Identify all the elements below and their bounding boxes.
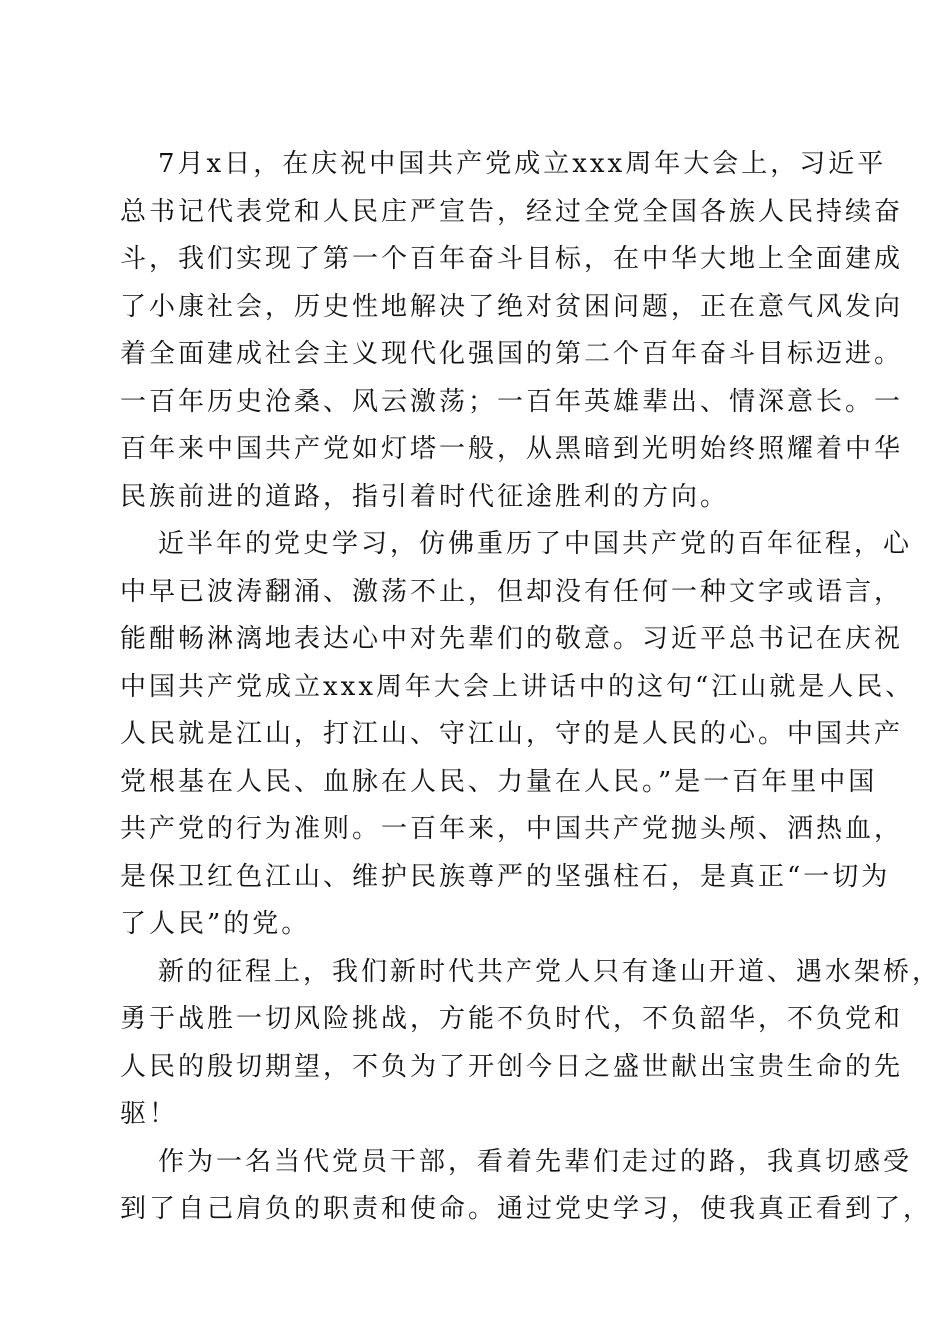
text-line: 共产党的行为准则。一百年来，中国共产党抛头颅、洒热血， bbox=[120, 814, 904, 844]
text-line: 中早已波涛翻涌、激荡不止，但却没有任何一种文字或语言， bbox=[120, 576, 904, 607]
text-line: 勇于战胜一切风险挑战，方能不负时代，不负韶华，不负党和 bbox=[120, 1004, 904, 1034]
text-line: 近半年的党史学习，仿佛重历了中国共产党的百年征程，心 bbox=[158, 529, 913, 559]
text-line: 作为一名当代党员干部，看着先辈们走过的路，我真切感受 bbox=[158, 1146, 913, 1177]
text-line: 总书记代表党和人民庄严宣告，经过全党全国各族人民持续奋 bbox=[120, 196, 904, 227]
text-line: 了小康社会，历史性地解决了绝对贫困问题，正在意气风发向 bbox=[120, 291, 904, 322]
text-line: 人民的殷切期望，不负为了开创今日之盛世献出宝贵生命的先 bbox=[120, 1051, 904, 1082]
text-line: 百年来中国共产党如灯塔一般，从黑暗到光明始终照耀着中华 bbox=[120, 434, 904, 464]
text-line: 着全面建成社会主义现代化强国的第二个百年奋斗目标迈进。 bbox=[120, 339, 904, 369]
text-line: 民族前进的道路，指引着时代征途胜利的方向。 bbox=[120, 481, 730, 512]
text-line: 斗，我们实现了第一个百年奋斗目标，在中华大地上全面建成 bbox=[120, 244, 904, 274]
text-line: 了人民”的党。 bbox=[120, 909, 311, 939]
text-line: 中国共产党成立xxx周年大会上讲话中的这句“江山就是人民、 bbox=[120, 671, 915, 702]
document-body bbox=[120, 141, 942, 1234]
text-line: 7月x日，在庆祝中国共产党成立xxx周年大会上，习近平 bbox=[158, 149, 887, 179]
text-line: 到了自己肩负的职责和使命。通过党史学习，使我真正看到了， bbox=[120, 1194, 933, 1224]
text-line: 一百年历史沧桑、风云激荡；一百年英雄辈出、情深意长。一 bbox=[120, 386, 904, 417]
paragraph-3 bbox=[120, 949, 942, 1139]
paragraph-4 bbox=[120, 1139, 933, 1234]
text-line: 驱！ bbox=[120, 1099, 179, 1129]
paragraph-1 bbox=[120, 141, 904, 521]
text-line: 新的征程上，我们新时代共产党人只有逢山开道、遇水架桥， bbox=[158, 956, 942, 987]
text-line: 是保卫红色江山、维护民族尊严的坚强柱石，是真正“一切为 bbox=[120, 861, 891, 892]
text-line: 党根基在人民、血脉在人民、力量在人民。”是一百年里中国 bbox=[120, 766, 878, 797]
paragraph-2 bbox=[120, 521, 915, 949]
text-line: 能酣畅淋漓地表达心中对先辈们的敬意。习近平总书记在庆祝 bbox=[120, 624, 904, 654]
text-line: 人民就是江山，打江山、守江山，守的是人民的心。中国共产 bbox=[120, 719, 904, 749]
